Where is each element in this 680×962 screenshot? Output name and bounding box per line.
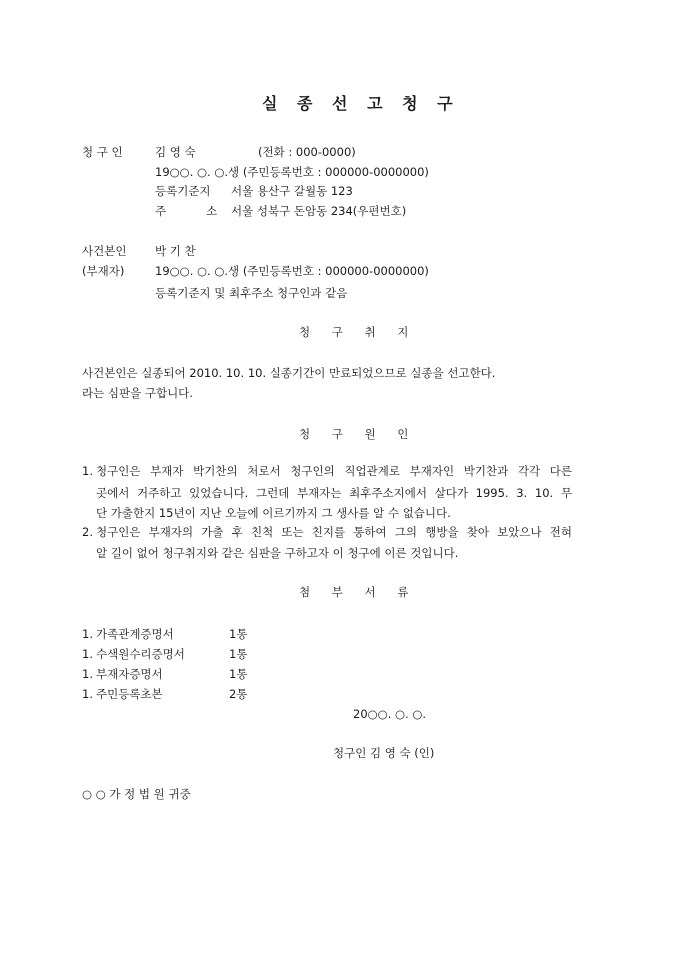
attachment-name: 가족관계증명서 bbox=[96, 627, 174, 641]
purpose-heading: 청 구 취 지 bbox=[299, 325, 418, 339]
cause-heading: 청 구 원 인 bbox=[299, 427, 418, 441]
cause-item-number: 2. bbox=[82, 525, 93, 539]
claimant-address-label: 주 bbox=[155, 204, 167, 218]
cause-text: 곳에서 거주하고 있었습니다. 그런데 부재자는 최후주소지에서 살다가 1995. 3. 10. 무 bbox=[96, 486, 572, 500]
claimant-name: 김 영 숙 bbox=[155, 145, 196, 159]
subject-registry-note: 등록기준지 및 최후주소 청구인과 같음 bbox=[155, 286, 348, 300]
claimant-phone: (전화 : 000-0000) bbox=[258, 145, 356, 159]
cause-text: 청구인은 부재자 박기찬의 처로서 청구인의 직업관계로 부재자인 박기찬과 각각 다른 bbox=[96, 464, 572, 478]
subject-name: 박 기 찬 bbox=[155, 244, 196, 258]
claimant-registry-label: 등록기준지 bbox=[155, 184, 211, 198]
cause-text: 알 길이 없어 청구취지와 같은 심판을 구하고자 이 청구에 이른 것입니다. bbox=[96, 546, 459, 560]
subject-label: 사건본인 bbox=[82, 244, 127, 258]
cause-text: 청구인은 부재자의 가출 후 친척 또는 친지를 통하여 그의 행방을 찾아 보았으나 전혀 bbox=[96, 525, 572, 539]
attachment-qty: 1통 bbox=[229, 667, 248, 681]
claimant-address: 서울 성북구 돈암동 234(우편번호) bbox=[231, 204, 407, 218]
attachment-number: 1. bbox=[82, 687, 93, 701]
document-date: 20○○. ○. ○. bbox=[353, 707, 427, 721]
attachment-name: 수색원수리증명서 bbox=[96, 647, 185, 661]
attachment-qty: 1통 bbox=[229, 627, 248, 641]
signature-line: 청구인 김 영 숙 (인) bbox=[333, 746, 435, 760]
cause-text: 단 가출한지 15년이 지난 오늘에 이르기까지 그 생사를 알 수 없습니다. bbox=[96, 506, 451, 520]
court-addressee: ○ ○ 가 정 법 원 귀중 bbox=[82, 787, 191, 801]
claimant-address-label: 소 bbox=[206, 204, 218, 218]
attachment-name: 부재자증명서 bbox=[96, 667, 163, 681]
attachment-qty: 1통 bbox=[229, 647, 248, 661]
purpose-text: 사건본인은 실종되어 2010. 10. 10. 실종기간이 만료되었으므로 실종을 선고한다. bbox=[82, 366, 496, 380]
attachments-heading: 첨 부 서 류 bbox=[299, 585, 418, 599]
claimant-birth: 19○○. ○. ○.생 (주민등록번호 : 000000-0000000) bbox=[155, 165, 429, 179]
document-title: 실 종 선 고 청 구 bbox=[262, 94, 460, 113]
attachment-qty: 2통 bbox=[229, 687, 248, 701]
purpose-text: 라는 심판을 구합니다. bbox=[82, 386, 193, 400]
claimant-label: 청 구 인 bbox=[82, 145, 123, 159]
claimant-registry: 서울 용산구 갈월동 123 bbox=[231, 184, 353, 198]
attachment-number: 1. bbox=[82, 667, 93, 681]
attachment-number: 1. bbox=[82, 627, 93, 641]
attachment-name: 주민등록초본 bbox=[96, 687, 163, 701]
attachment-number: 1. bbox=[82, 647, 93, 661]
subject-sublabel: (부재자) bbox=[82, 264, 125, 278]
cause-item-number: 1. bbox=[82, 464, 93, 478]
subject-birth: 19○○. ○. ○.생 (주민등록번호 : 000000-0000000) bbox=[155, 264, 429, 278]
